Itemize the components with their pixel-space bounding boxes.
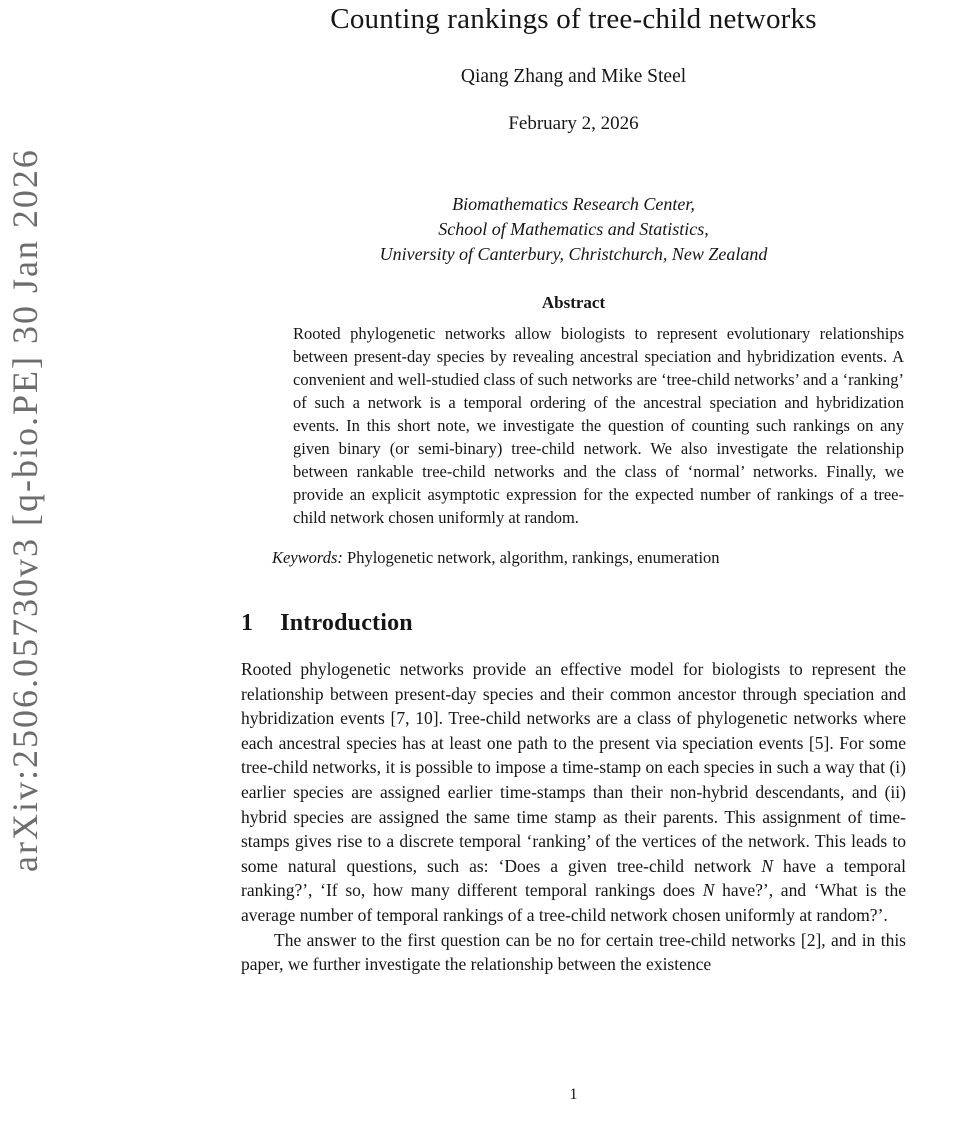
paper-date: February 2, 2026 bbox=[508, 113, 639, 134]
page-number: 1 bbox=[569, 1086, 578, 1103]
keywords-line bbox=[241, 548, 906, 568]
affiliation-block bbox=[241, 192, 906, 267]
section-number: 1 bbox=[241, 610, 254, 636]
math-variable-n: N bbox=[761, 855, 773, 876]
abstract-text: Rooted phylogenetic networks allow biologists to represent evolutionary relationships between present-day species by revealing ancestral speciation and hybridization events. A convenient and well-studied class of such networks are ‘tree-child networks’ and a ‘ranking’ of such a network is a temporal ordering of the ancestral speciation and hybridization events. In this short note, we investigate the question of counting such rankings on any given binary (or semi-binary) tree-child network. We also investigate the relationship between rankable tree-child networks and the class of ‘normal’ networks. Finally, we provide an explicit asymptotic expression for the expected number of rankings of a tree-child network chosen uniformly at random. bbox=[293, 324, 904, 527]
paragraph-1-text: have?’, and ‘What is the average number of temporal rankings of a tree-child network chosen uniformly at random?’. bbox=[241, 880, 906, 925]
affiliation-line-1: Biomathematics Research Center, bbox=[452, 194, 695, 214]
keywords-text: Phylogenetic network, algorithm, rankings, enumeration bbox=[342, 548, 720, 567]
math-variable-n: N bbox=[702, 880, 715, 901]
paragraph-1-text: have a temporal ranking?’, ‘If so, how many different temporal rankings does bbox=[241, 855, 906, 901]
paper-content bbox=[241, 0, 906, 977]
abstract-heading: Abstract bbox=[541, 293, 606, 312]
keywords-label: Keywords: bbox=[272, 548, 343, 567]
paper-title: Counting rankings of tree-child networks bbox=[330, 3, 817, 35]
section-heading-introduction bbox=[241, 610, 906, 637]
affiliation-line-2: School of Mathematics and Statistics, bbox=[438, 219, 709, 239]
arxiv-watermark: arXiv:2506.05730v3 [q-bio.PE] 30 Jan 2026 bbox=[5, 148, 45, 872]
paragraph-1 bbox=[241, 657, 906, 928]
paragraph-1-text: Rooted phylogenetic networks provide an effective model for biologists to represent the relationship between present-day species and their common ancestor through speciation and hybridization events [7, 10]. Tree-child networks are a class of phylogenetic networks where each ancestral species has at least one path to the present via speciation events [5]. For some tree-child networks, it is possible to impose a time-stamp on each species in such a way that (i) earlier species are assigned earlier time-stamps than their non-hybrid descendants, and (ii) hybrid species are assigned the same time stamp as their parents. This assignment of time-stamps gives rise to a discrete temporal ‘ranking’ of the vertices of the network. This leads to some natural questions, such as: ‘Does a given tree-child network bbox=[241, 659, 906, 876]
section-title: Introduction bbox=[280, 610, 413, 636]
paper-authors: Qiang Zhang and Mike Steel bbox=[460, 66, 687, 87]
paragraph-2: The answer to the first question can be no for certain tree-child networks [2], and in this paper, we further investigate the relationship between the existence bbox=[241, 929, 906, 975]
affiliation-line-3: University of Canterbury, Christchurch, New Zealand bbox=[379, 244, 768, 264]
